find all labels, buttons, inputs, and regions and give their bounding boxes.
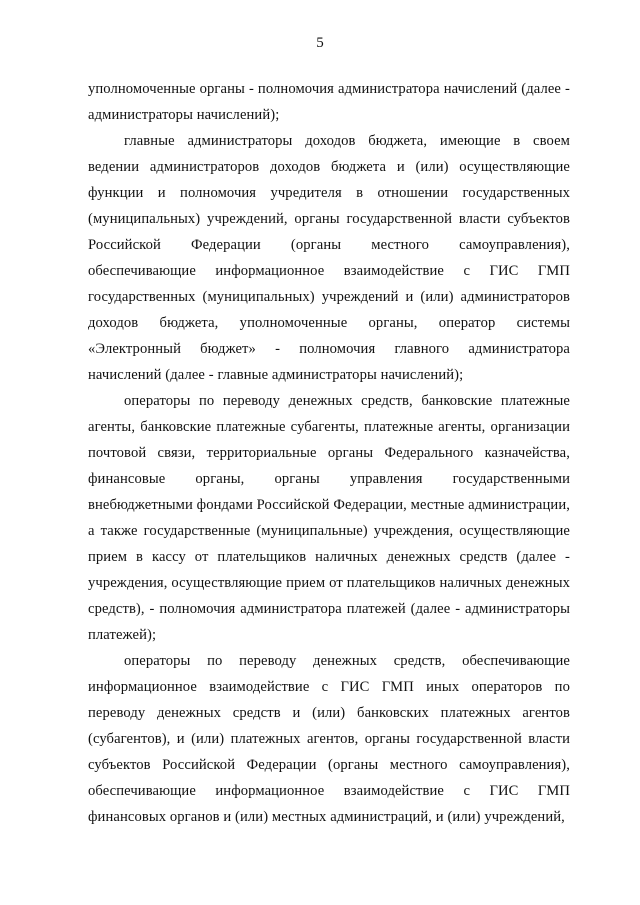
page-number: 5 — [316, 35, 324, 51]
paragraph-main-administrators: главные администраторы доходов бюджета, имеющие в своем ведении администраторов доходов бюджета и (или) осуществляющие функции и полномочия учредителя в отношении государственных (муниципальных) учреждений, органы государственной власти субъектов Российской Федерации (органы местного самоуправления), обеспечивающие информационное взаимодействие с ГИС ГМП государственных (муниципальных) учреждений и (или) администраторов доходов бюджета, уполномоченные органы, оператор системы «Электронный бюджет» - полномочия главного администратора начислений (далее - главные администраторы начислений); — [88, 133, 570, 383]
document-body — [88, 76, 570, 830]
paragraph-continuation: уполномоченные органы - полномочия администратора начислений (далее - администраторы начислений); — [88, 81, 570, 123]
paragraph-operators: операторы по переводу денежных средств, обеспечивающие информационное взаимодействие с ГИС ГМП иных операторов по переводу денежных средств и (или) банковских платежных агентов (субагентов), и (или) платежных агентов, органы государственной власти субъектов Российской Федерации (органы местного самоуправления), обеспечивающие информационное взаимодействие с ГИС ГМП финансовых органов и (или) местных администраций, и (или) учреждений, — [88, 653, 570, 825]
paragraph-payment-administrators: операторы по переводу денежных средств, банковские платежные агенты, банковские платежные субагенты, платежные агенты, организации почтовой связи, территориальные органы Федерального казначейства, финансовые органы, органы управления государственными внебюджетными фондами Российской Федерации, местные администрации, а также государственные (муниципальные) учреждения, осуществляющие прием в кассу от плательщиков наличных денежных средств (далее - учреждения, осуществляющие прием от плательщиков наличных денежных средств), - полномочия администратора платежей (далее - администраторы платежей); — [88, 393, 570, 643]
